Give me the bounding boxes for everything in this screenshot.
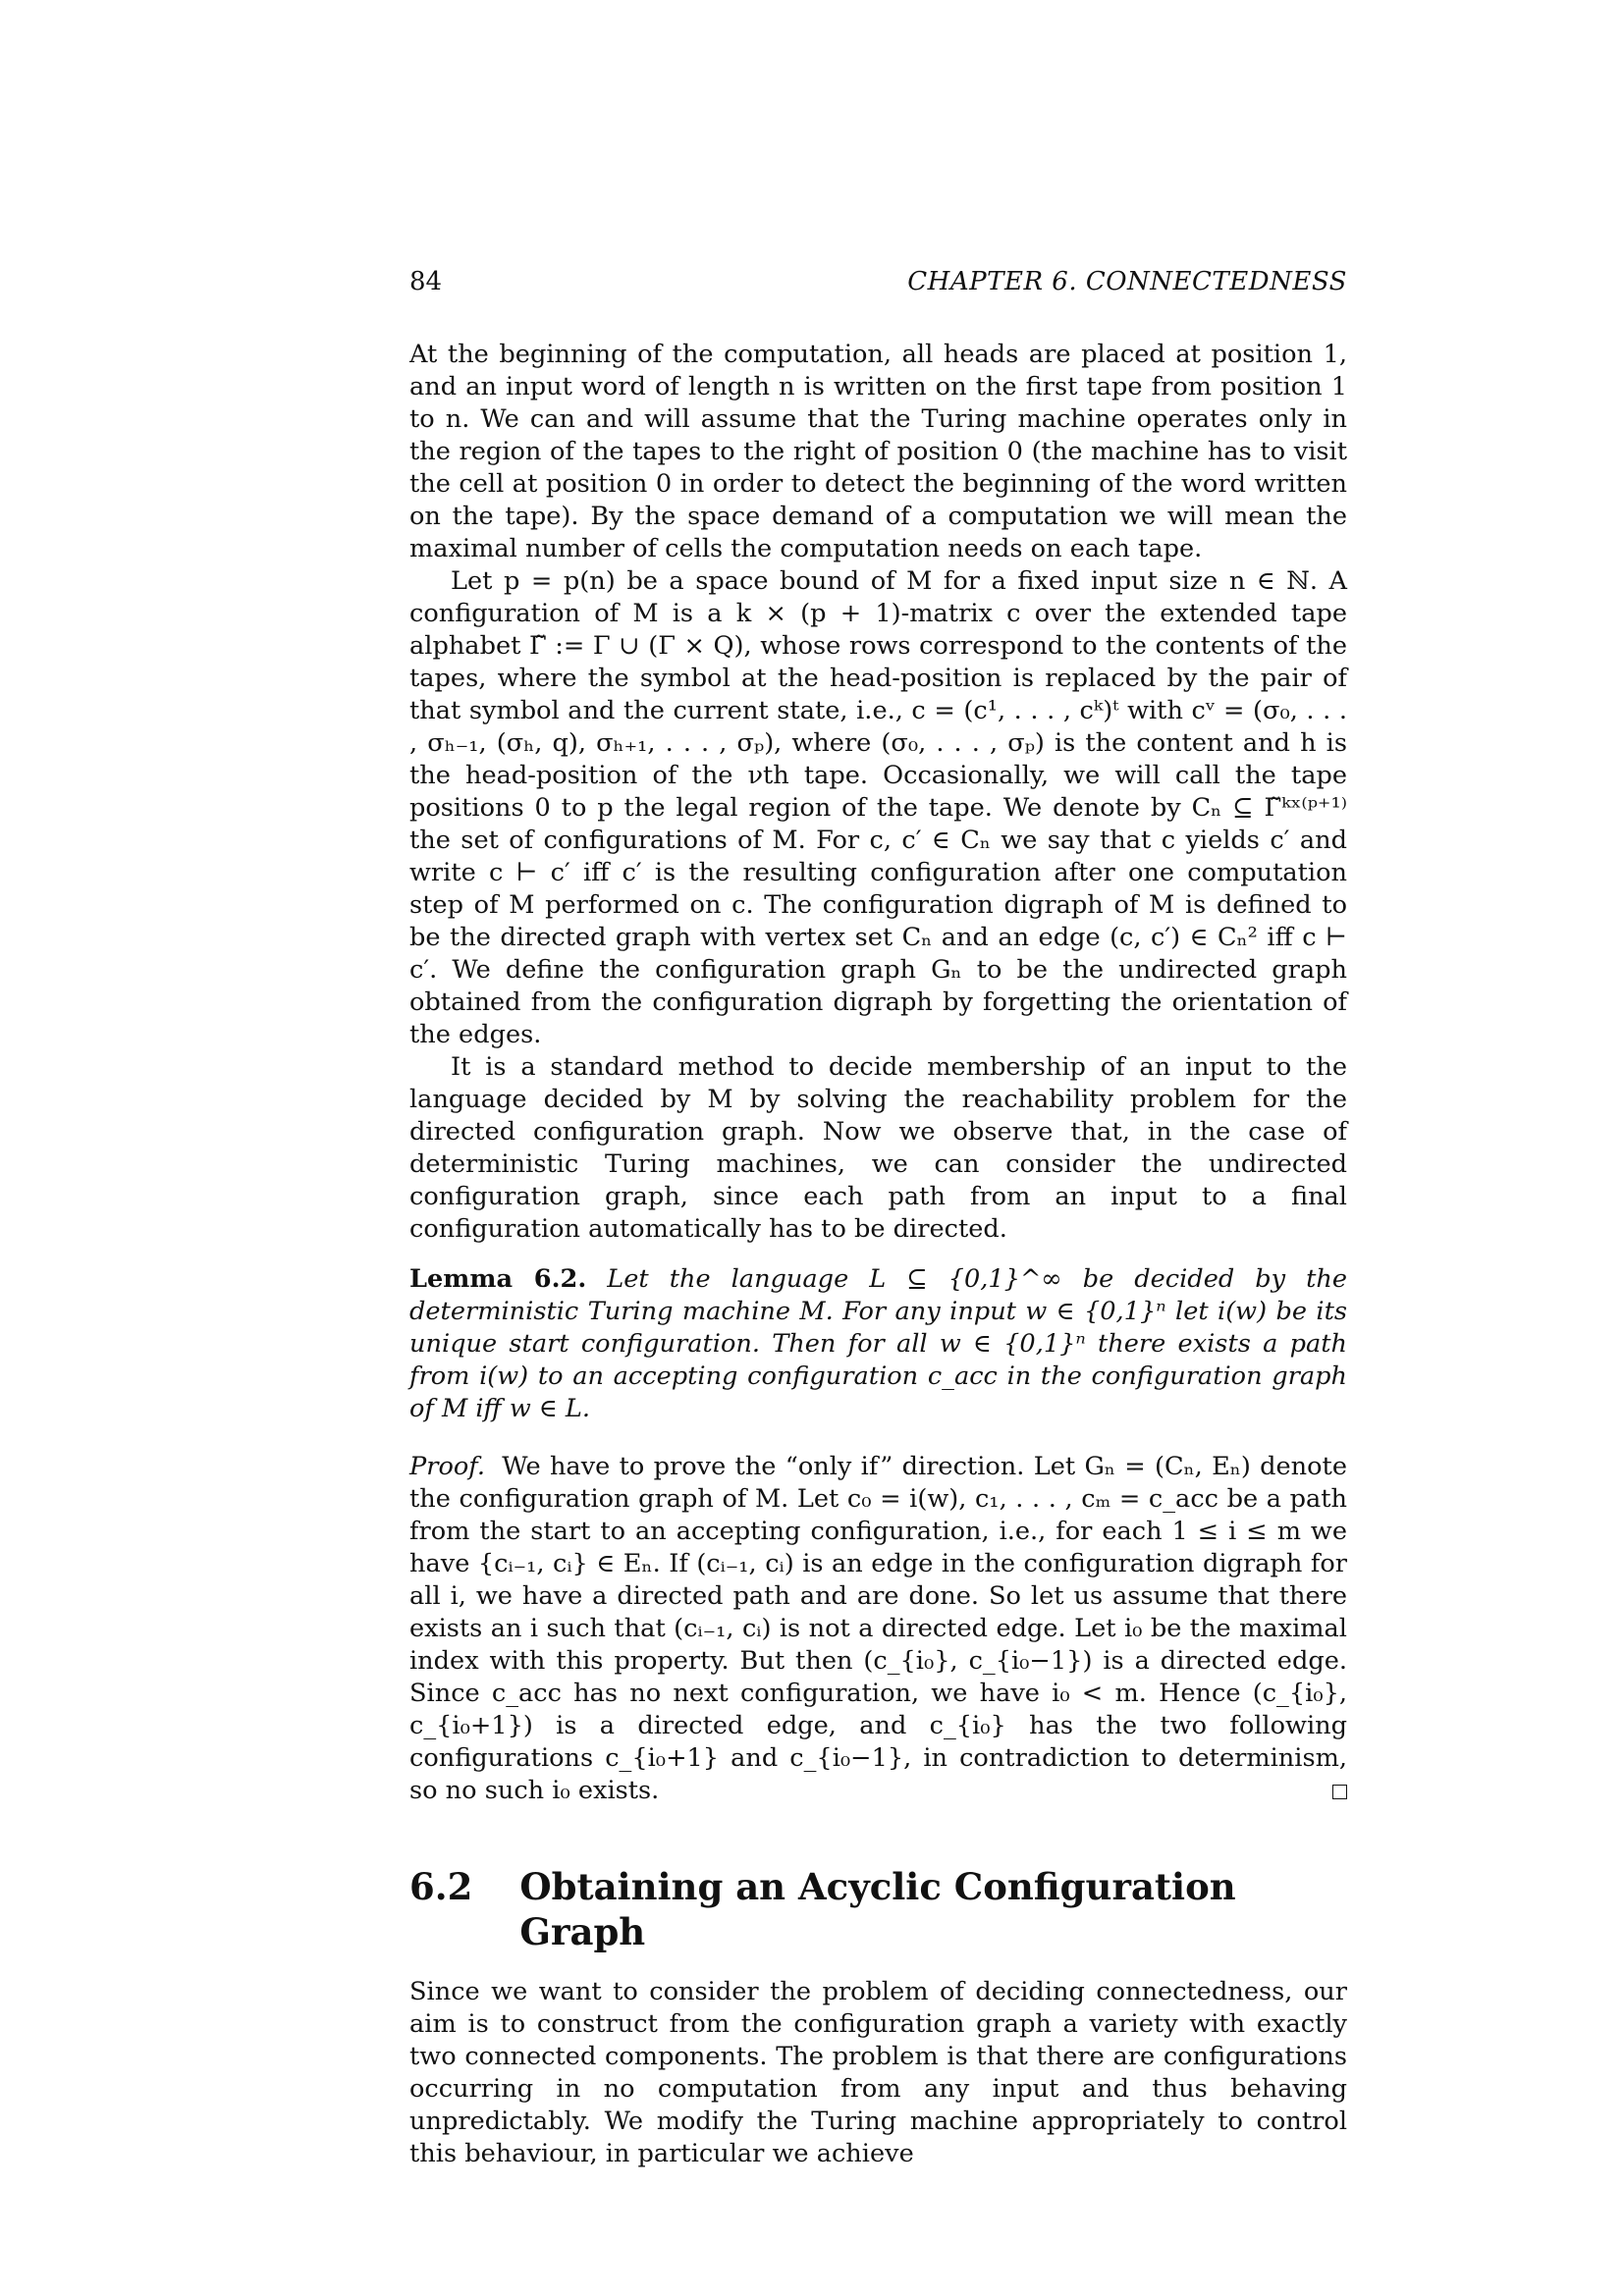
- section-title: Obtaining an Acyclic Configuration Graph: [519, 1864, 1236, 1953]
- body-text: [409, 339, 1347, 2170]
- paragraph-2: Let p = p(n) be a space bound of M for a fixed input size n ∈ ℕ. A configuration of M is a k × (p + 1)-matrix c over the extended tape alphabet Γ̃ := Γ ∪ (Γ × Q), whose rows correspond to the contents of the tapes, where the symbol at the head-position is replaced by the pair of that symbol and the current state, i.e., c = (c¹, . . . , cᵏ)ᵗ with cᵛ = (σ₀, . . . , σₕ₋₁, (σₕ, q), σₕ₊₁, . . . , σₚ), where (σ₀, . . . , σₚ) is the content and h is the head-position of the νth tape. Occasionally, we will call the tape positions 0 to p the legal region of the tape. We denote by Cₙ ⊆ Γ̃ᵏˣ⁽ᵖ⁺¹⁾ the set of configurations of M. For c, c′ ∈ Cₙ we say that c yields c′ and write c ⊢ c′ iff c′ is the resulting configuration after one computation step of M performed on c. The configuration digraph of M is defined to be the directed graph with vertex set Cₙ and an edge (c, c′) ∈ Cₙ² iff c ⊢ c′. We define the configuration graph Gₙ to be the undirected graph obtained from the configuration digraph by forgetting the orientation of the edges.: [409, 566, 1347, 1049]
- lemma-6-2: [409, 1263, 1347, 1425]
- qed-square-icon: [1332, 1785, 1347, 1799]
- section-heading: [409, 1864, 1347, 1954]
- section-paragraph: Since we want to consider the problem of deciding connectedness, our aim is to construct from the configuration graph a variety with exactly two connected components. The problem is that there are configurations occurring in no computation from any input and thus behaving unpredictably. We modify the Turing machine appropriately to control this behaviour, in particular we achieve: [409, 1976, 1347, 2168]
- lemma-head: Lemma 6.2.: [409, 1264, 587, 1294]
- section-number: 6.2: [409, 1864, 473, 1908]
- proof: [409, 1451, 1347, 1807]
- page-number: 84: [409, 267, 443, 296]
- running-head: [409, 265, 1347, 298]
- proof-head: Proof.: [409, 1451, 485, 1481]
- proof-text: We have to prove the “only if” direction. Let Gₙ = (Cₙ, Eₙ) denote the configuration graph of M. Let c₀ = i(w), c₁, . . . , cₘ = c_acc be a path from the start to an accepting configuration, i.e., for each 1 ≤ i ≤ m we have {cᵢ₋₁, cᵢ} ∈ Eₙ. If (cᵢ₋₁, cᵢ) is an edge in the configuration digraph for all i, we have a directed path and are done. So let us assume that there exists an i such that (cᵢ₋₁, cᵢ) is not a directed edge. Let i₀ be the maximal index with this property. But then (c_{i₀}, c_{i₀−1}) is a directed edge. Since c_acc has no next configuration, we have i₀ < m. Hence (c_{i₀}, c_{i₀+1}) is a directed edge, and c_{i₀} has the two following configurations c_{i₀+1} and c_{i₀−1}, in contradiction to determinism, so no such i₀ exists.: [409, 1451, 1347, 1805]
- lemma-statement: Let the language L ⊆ {0,1}^∞ be decided by the deterministic Turing machine M. For any input w ∈ {0,1}ⁿ let i(w) be its unique start configuration. Then for all w ∈ {0,1}ⁿ there exists a path from i(w) to an accepting configuration c_acc in the configuration graph of M iff w ∈ L.: [409, 1264, 1347, 1423]
- chapter-title: CHAPTER 6. CONNECTEDNESS: [907, 267, 1347, 296]
- paragraph-3: It is a standard method to decide membership of an input to the language decided by M by solving the reachability problem for the directed configuration graph. Now we observe that, in the case of deterministic Turing machines, we can consider the undirected configuration graph, since each path from an input to a final configuration automatically has to be directed.: [409, 1052, 1347, 1244]
- paragraph-1: At the beginning of the computation, all heads are placed at position 1, and an input word of length n is written on the first tape from position 1 to n. We can and will assume that the Turing machine operates only in the region of the tapes to the right of position 0 (the machine has to visit the cell at position 0 in order to detect the beginning of the word written on the tape). By the space demand of a computation we will mean the maximal number of cells the computation needs on each tape.: [409, 340, 1347, 563]
